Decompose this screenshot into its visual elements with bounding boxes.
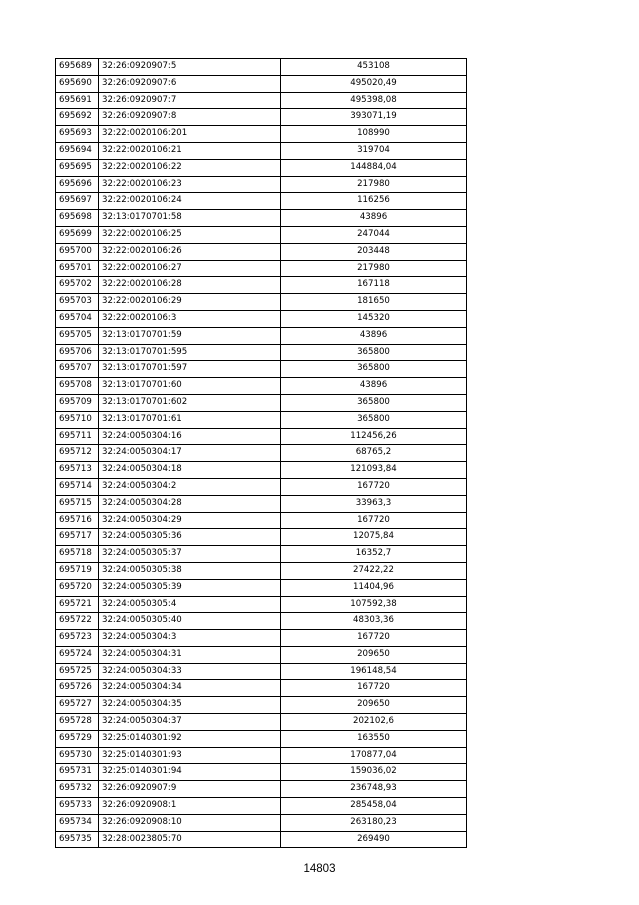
row-id-cell: 695732 [56, 781, 99, 798]
row-id-cell: 695722 [56, 613, 99, 630]
row-id-cell: 695704 [56, 310, 99, 327]
row-id-cell: 695711 [56, 428, 99, 445]
table-row [56, 378, 467, 395]
cadastral-number-cell: 32:22:0020106:24 [99, 193, 281, 210]
table-row [56, 428, 467, 445]
cadastral-number-cell: 32:13:0170701:61 [99, 411, 281, 428]
row-id-cell: 695726 [56, 680, 99, 697]
table-row [56, 697, 467, 714]
row-id-cell: 695692 [56, 109, 99, 126]
cadastral-number-cell: 32:26:0920907:6 [99, 75, 281, 92]
cadastral-number-cell: 32:26:0920907:7 [99, 92, 281, 109]
row-id-cell: 695733 [56, 798, 99, 815]
value-cell: 43896 [281, 327, 467, 344]
table-row [56, 798, 467, 815]
cadastral-number-cell: 32:24:0050304:28 [99, 495, 281, 512]
value-cell: 263180,23 [281, 814, 467, 831]
cadastral-number-cell: 32:24:0050304:29 [99, 512, 281, 529]
value-cell: 107592,38 [281, 596, 467, 613]
cadastral-number-cell: 32:22:0020106:3 [99, 310, 281, 327]
value-cell: 112456,26 [281, 428, 467, 445]
row-id-cell: 695714 [56, 478, 99, 495]
table-row [56, 193, 467, 210]
table-row [56, 495, 467, 512]
row-id-cell: 695702 [56, 277, 99, 294]
cadastral-number-cell: 32:25:0140301:94 [99, 764, 281, 781]
table-row [56, 596, 467, 613]
table-row [56, 714, 467, 731]
table-row [56, 546, 467, 563]
cadastral-number-cell: 32:13:0170701:60 [99, 378, 281, 395]
cadastral-number-cell: 32:24:0050304:16 [99, 428, 281, 445]
table-row [56, 730, 467, 747]
table-row [56, 310, 467, 327]
cadastral-number-cell: 32:13:0170701:602 [99, 394, 281, 411]
row-id-cell: 695700 [56, 243, 99, 260]
table-row [56, 747, 467, 764]
row-id-cell: 695698 [56, 210, 99, 227]
table-row [56, 159, 467, 176]
row-id-cell: 695699 [56, 226, 99, 243]
value-cell: 48303,36 [281, 613, 467, 630]
table-row [56, 294, 467, 311]
value-cell: 43896 [281, 378, 467, 395]
table-row [56, 226, 467, 243]
row-id-cell: 695727 [56, 697, 99, 714]
table-row [56, 327, 467, 344]
table-row [56, 630, 467, 647]
cadastral-value-table [55, 58, 467, 848]
value-cell: 365800 [281, 394, 467, 411]
value-cell: 209650 [281, 697, 467, 714]
value-cell: 145320 [281, 310, 467, 327]
table-row [56, 478, 467, 495]
cadastral-number-cell: 32:13:0170701:58 [99, 210, 281, 227]
value-cell: 163550 [281, 730, 467, 747]
table-row [56, 462, 467, 479]
value-cell: 33963,3 [281, 495, 467, 512]
cadastral-number-cell: 32:22:0020106:201 [99, 126, 281, 143]
value-cell: 209650 [281, 646, 467, 663]
value-cell: 393071,19 [281, 109, 467, 126]
row-id-cell: 695697 [56, 193, 99, 210]
row-id-cell: 695693 [56, 126, 99, 143]
value-cell: 121093,84 [281, 462, 467, 479]
page-number: 14803 [303, 863, 336, 875]
cadastral-number-cell: 32:24:0050305:36 [99, 529, 281, 546]
value-cell: 217980 [281, 176, 467, 193]
cadastral-number-cell: 32:24:0050304:34 [99, 680, 281, 697]
cadastral-number-cell: 32:24:0050305:4 [99, 596, 281, 613]
table-row [56, 176, 467, 193]
value-cell: 319704 [281, 142, 467, 159]
value-cell: 167720 [281, 512, 467, 529]
row-id-cell: 695708 [56, 378, 99, 395]
cadastral-number-cell: 32:24:0050304:31 [99, 646, 281, 663]
row-id-cell: 695724 [56, 646, 99, 663]
value-cell: 167720 [281, 478, 467, 495]
table-row [56, 562, 467, 579]
row-id-cell: 695731 [56, 764, 99, 781]
value-cell: 11404,96 [281, 579, 467, 596]
cadastral-number-cell: 32:24:0050304:18 [99, 462, 281, 479]
cadastral-number-cell: 32:13:0170701:59 [99, 327, 281, 344]
table-row [56, 663, 467, 680]
value-cell: 167118 [281, 277, 467, 294]
table-row [56, 126, 467, 143]
table-row [56, 142, 467, 159]
row-id-cell: 695715 [56, 495, 99, 512]
value-cell: 285458,04 [281, 798, 467, 815]
table-row [56, 411, 467, 428]
cadastral-number-cell: 32:26:0920908:1 [99, 798, 281, 815]
value-cell: 43896 [281, 210, 467, 227]
table-row [56, 646, 467, 663]
cadastral-number-cell: 32:24:0050304:2 [99, 478, 281, 495]
table-row [56, 210, 467, 227]
table-row [56, 529, 467, 546]
table-body [56, 59, 467, 848]
row-id-cell: 695718 [56, 546, 99, 563]
cadastral-number-cell: 32:24:0050305:40 [99, 613, 281, 630]
table-row [56, 814, 467, 831]
cadastral-number-cell: 32:22:0020106:23 [99, 176, 281, 193]
value-cell: 170877,04 [281, 747, 467, 764]
row-id-cell: 695723 [56, 630, 99, 647]
row-id-cell: 695729 [56, 730, 99, 747]
table-row [56, 59, 467, 76]
table-row [56, 680, 467, 697]
table-row [56, 445, 467, 462]
value-cell: 453108 [281, 59, 467, 76]
cadastral-number-cell: 32:22:0020106:25 [99, 226, 281, 243]
cadastral-number-cell: 32:22:0020106:21 [99, 142, 281, 159]
table-row [56, 344, 467, 361]
value-cell: 365800 [281, 361, 467, 378]
row-id-cell: 695706 [56, 344, 99, 361]
cadastral-number-cell: 32:13:0170701:597 [99, 361, 281, 378]
row-id-cell: 695690 [56, 75, 99, 92]
row-id-cell: 695701 [56, 260, 99, 277]
cadastral-number-cell: 32:26:0920907:9 [99, 781, 281, 798]
row-id-cell: 695703 [56, 294, 99, 311]
cadastral-number-cell: 32:22:0020106:29 [99, 294, 281, 311]
value-cell: 495398,08 [281, 92, 467, 109]
row-id-cell: 695730 [56, 747, 99, 764]
table-row [56, 781, 467, 798]
cadastral-number-cell: 32:24:0050304:37 [99, 714, 281, 731]
cadastral-number-cell: 32:22:0020106:27 [99, 260, 281, 277]
cadastral-number-cell: 32:24:0050305:39 [99, 579, 281, 596]
table-row [56, 260, 467, 277]
value-cell: 167720 [281, 680, 467, 697]
row-id-cell: 695728 [56, 714, 99, 731]
value-cell: 202102,6 [281, 714, 467, 731]
row-id-cell: 695710 [56, 411, 99, 428]
row-id-cell: 695691 [56, 92, 99, 109]
cadastral-number-cell: 32:24:0050304:17 [99, 445, 281, 462]
value-cell: 269490 [281, 831, 467, 848]
cadastral-number-cell: 32:26:0920907:8 [99, 109, 281, 126]
row-id-cell: 695719 [56, 562, 99, 579]
value-cell: 27422,22 [281, 562, 467, 579]
table-row [56, 831, 467, 848]
cadastral-number-cell: 32:22:0020106:28 [99, 277, 281, 294]
value-cell: 167720 [281, 630, 467, 647]
row-id-cell: 695734 [56, 814, 99, 831]
row-id-cell: 695694 [56, 142, 99, 159]
row-id-cell: 695717 [56, 529, 99, 546]
table-row [56, 277, 467, 294]
cadastral-number-cell: 32:26:0920908:10 [99, 814, 281, 831]
table-row [56, 394, 467, 411]
table-row [56, 243, 467, 260]
cadastral-number-cell: 32:26:0920907:5 [99, 59, 281, 76]
table-row [56, 109, 467, 126]
value-cell: 196148,54 [281, 663, 467, 680]
cadastral-number-cell: 32:25:0140301:93 [99, 747, 281, 764]
row-id-cell: 695716 [56, 512, 99, 529]
cadastral-number-cell: 32:24:0050304:35 [99, 697, 281, 714]
table-row [56, 764, 467, 781]
value-cell: 495020,49 [281, 75, 467, 92]
cadastral-number-cell: 32:22:0020106:22 [99, 159, 281, 176]
table-row [56, 75, 467, 92]
row-id-cell: 695707 [56, 361, 99, 378]
cadastral-number-cell: 32:24:0050304:3 [99, 630, 281, 647]
value-cell: 217980 [281, 260, 467, 277]
value-cell: 365800 [281, 344, 467, 361]
value-cell: 68765,2 [281, 445, 467, 462]
table-row [56, 92, 467, 109]
cadastral-number-cell: 32:24:0050305:37 [99, 546, 281, 563]
row-id-cell: 695705 [56, 327, 99, 344]
table-row [56, 512, 467, 529]
row-id-cell: 695689 [56, 59, 99, 76]
value-cell: 203448 [281, 243, 467, 260]
cadastral-number-cell: 32:28:0023805:70 [99, 831, 281, 848]
row-id-cell: 695713 [56, 462, 99, 479]
value-cell: 116256 [281, 193, 467, 210]
row-id-cell: 695696 [56, 176, 99, 193]
row-id-cell: 695721 [56, 596, 99, 613]
row-id-cell: 695725 [56, 663, 99, 680]
cadastral-number-cell: 32:13:0170701:595 [99, 344, 281, 361]
value-cell: 236748,93 [281, 781, 467, 798]
value-cell: 108990 [281, 126, 467, 143]
value-cell: 12075,84 [281, 529, 467, 546]
value-cell: 144884,04 [281, 159, 467, 176]
row-id-cell: 695709 [56, 394, 99, 411]
cadastral-number-cell: 32:24:0050304:33 [99, 663, 281, 680]
table-row [56, 613, 467, 630]
value-cell: 159036,02 [281, 764, 467, 781]
cadastral-number-cell: 32:24:0050305:38 [99, 562, 281, 579]
value-cell: 181650 [281, 294, 467, 311]
cadastral-number-cell: 32:25:0140301:92 [99, 730, 281, 747]
cadastral-number-cell: 32:22:0020106:26 [99, 243, 281, 260]
row-id-cell: 695720 [56, 579, 99, 596]
row-id-cell: 695695 [56, 159, 99, 176]
value-cell: 16352,7 [281, 546, 467, 563]
value-cell: 365800 [281, 411, 467, 428]
row-id-cell: 695735 [56, 831, 99, 848]
value-cell: 247044 [281, 226, 467, 243]
table-row [56, 579, 467, 596]
row-id-cell: 695712 [56, 445, 99, 462]
table-row [56, 361, 467, 378]
